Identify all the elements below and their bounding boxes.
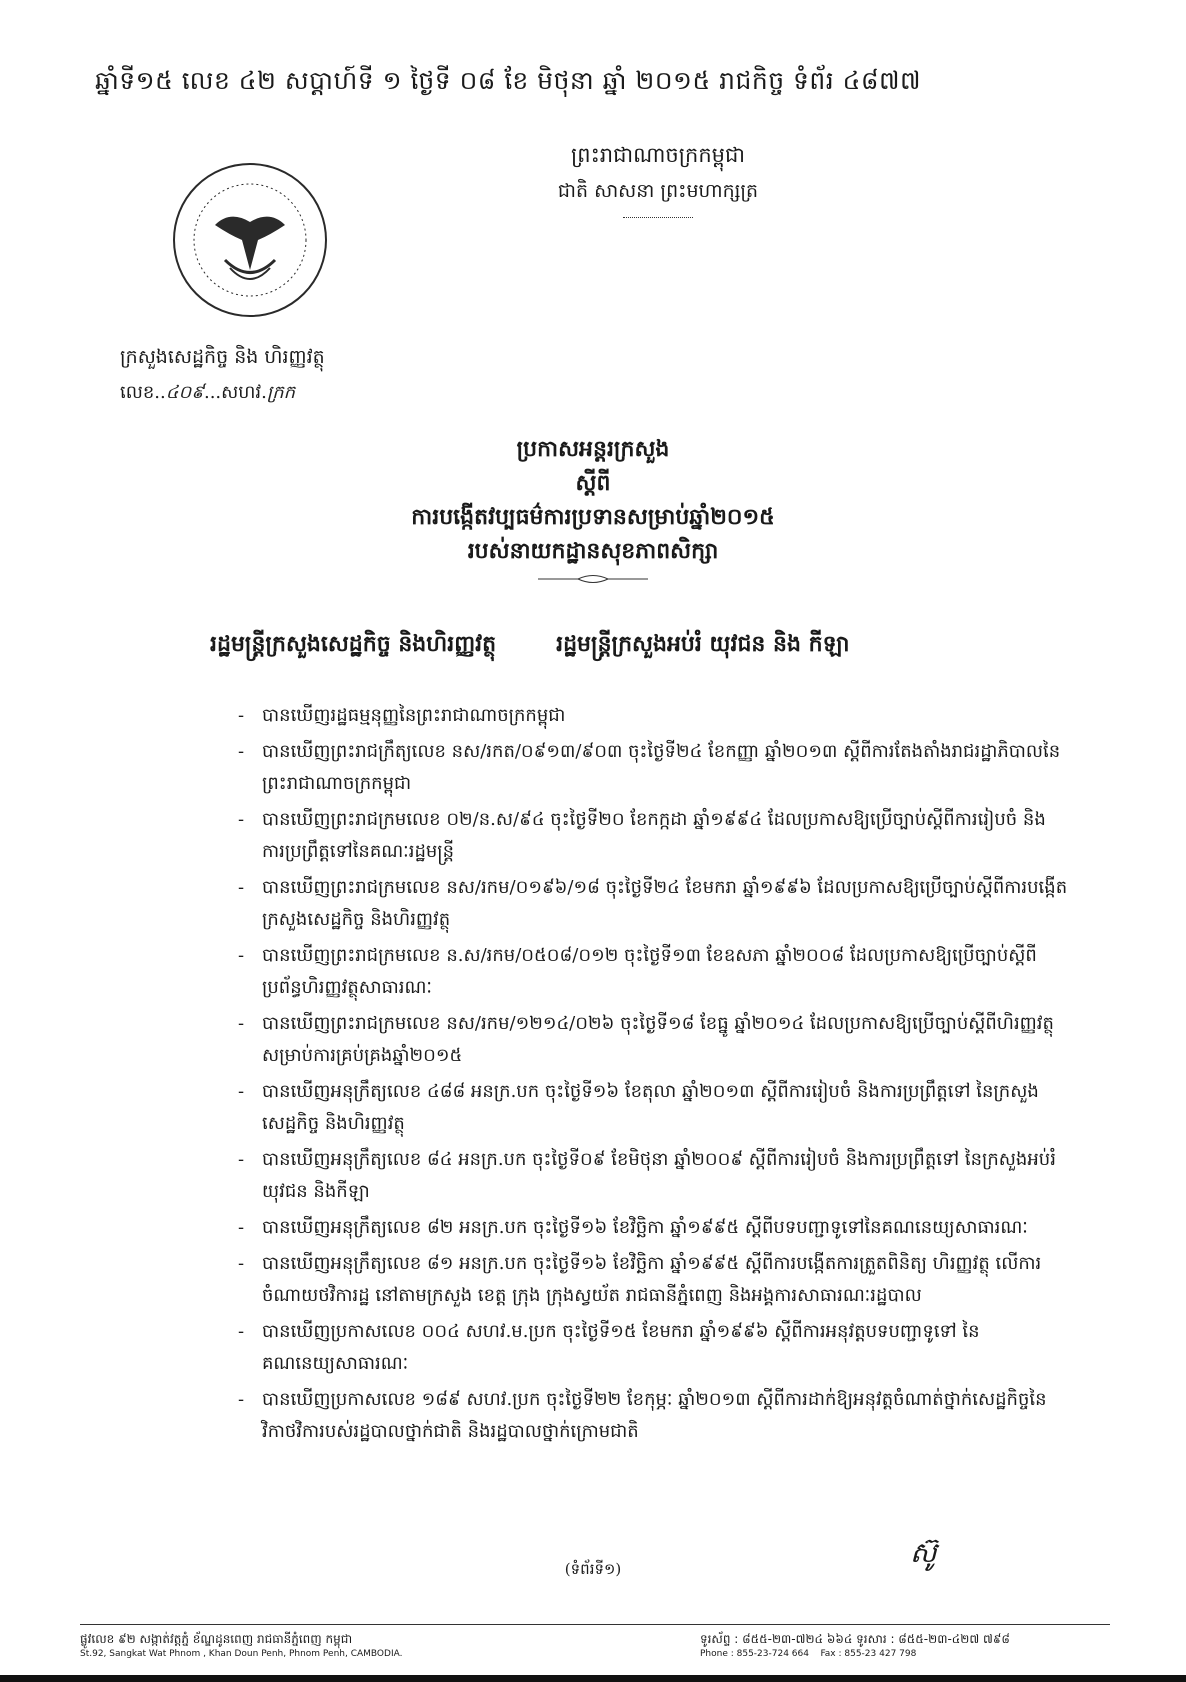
title-line-4: របស់នាយកដ្ឋានសុខភាពសិក្សា: [467, 538, 719, 564]
footer-address: [80, 1632, 402, 1662]
list-item-text: បានឃើញអនុក្រឹត្យលេខ ៨៤ អនក្រ.បក ចុះថ្ងៃទី០៩ ខែមិថុនា ឆ្នាំ២០០៩ ស្តីពីការរៀបចំ និងការប្រព្រឹត្តទៅ នៃក្រសួងអប់រំ យុវជន និងកីឡា: [262, 1149, 1056, 1202]
list-item: - បានឃើញព្រះរាជក្រមលេខ នស/រកម/១២១៤/០២៦ ចុះថ្ងៃទី១៨ ខែធ្នូ ឆ្នាំ២០១៤ ដែលប្រកាសឱ្យប្រើច្បាប់ស្តីពីហិរញ្ញវត្ថុសម្រាប់ការគ្រប់គ្រងឆ្នាំ២០១៥: [238, 1013, 1054, 1066]
list-item: - បានឃើញប្រកាសលេខ ១៨៩ សហវ.ប្រក ចុះថ្ងៃទី២២ ខែកុម្ភៈ ឆ្នាំ២០១៣ ស្តីពីការដាក់ឱ្យអនុវត្តចំណាត់ថ្នាក់សេដ្ឋកិច្ចនៃវិកាថវិការបស់រដ្ឋបាលថ្នាក់ជាតិ និងរដ្ឋបាលថ្នាក់ក្រោមជាតិ: [238, 1389, 1047, 1442]
list-item: - បានឃើញព្រះរាជក្រមលេខ ន.ស/រកម/០៥០៨/០១២ ចុះថ្ងៃទី១៣ ខែឧសភា ឆ្នាំ២០០៨ ដែលប្រកាសឱ្យប្រើច្បាប់ស្តីពីប្រព័ន្ធហិរញ្ញវត្ថុសាធារណៈ: [238, 945, 1037, 998]
ministry-seal-icon: [170, 160, 330, 320]
title-line-3: ការបង្កើតវប្បធម៌ការប្រទានសម្រាប់ឆ្នាំ២០១៥: [411, 504, 775, 530]
list-item: - បានឃើញរដ្ឋធម្មនុញ្ញនៃព្រះរាជាណាចក្រកម្ពុជា: [238, 705, 566, 726]
kingdom-ornament: [623, 217, 693, 220]
footer-divider: [80, 1624, 1110, 1625]
list-item-text: បានឃើញអនុក្រឹត្យលេខ ៤៨៨ អនក្រ.បក ចុះថ្ងៃទី១៦ ខែតុលា ឆ្នាំ២០១៣ ស្តីពីការរៀបចំ និងការប្រព្រឹត្តទៅ នៃក្រសួងសេដ្ឋកិច្ច និងហិរញ្ញវត្ថុ: [262, 1081, 1039, 1134]
footer-address-kh: ផ្លូវលេខ ៩២ សង្កាត់វត្តភ្នំ ខ័ណ្ឌដូនពេញ រាជធានីភ្នំពេញ កម្ពុជា: [80, 1632, 353, 1646]
title-line-1: ប្រកាសអន្តរក្រសួង: [516, 436, 670, 462]
reference-number: [120, 380, 295, 407]
footer-fax-en: Fax : 855-23 427 798: [820, 1649, 917, 1659]
kingdom-motto: ជាតិ សាសនា ព្រះមហាក្សត្រ: [557, 180, 759, 202]
list-item-text: បានឃើញព្រះរាជក្រឹត្យលេខ នស/រកត/០៩១៣/៩០៣ ចុះថ្ងៃទី២៤ ខែកញ្ញា ឆ្នាំ២០១៣ ស្តីពីការតែងតាំងរាជរដ្ឋាភិបាលនៃព្រះរាជាណាចក្រកម្ពុជា: [262, 741, 1061, 794]
handwritten-initials: ស៊ូ: [910, 1536, 937, 1569]
footer-address-en: St.92, Sangkat Wat Phnom , Khan Doun Penh, Phnom Penh, CAMBODIA.: [80, 1649, 403, 1659]
list-item: - បានឃើញព្រះរាជក្រមលេខ នស/រកម/០១៩៦/១៨ ចុះថ្ងៃទី២៤ ខែមករា ឆ្នាំ១៩៩៦ ដែលប្រកាសឱ្យប្រើច្បាប់ស្តីពីការបង្កើតក្រសួងសេដ្ឋកិច្ច និងហិរញ្ញវត្ថុ: [238, 877, 1068, 930]
list-item-text: បានឃើញប្រកាសលេខ ០០៤ សហវ.ម.ប្រក ចុះថ្ងៃទី១៥ ខែមករា ឆ្នាំ១៩៩៦ ស្តីពីការអនុវត្តបទបញ្ជាទូទៅ នៃគណនេយ្យសាធារណៈ: [262, 1321, 980, 1374]
title-line-2: ស្តីពី: [575, 470, 611, 496]
footer-phone-kh: ទូរស័ព្ទ : ៨៥៥-២៣-៧២៤ ៦៦៤ ទូរសារ : ៨៥៥-២៣-៤២៧ ៧៩៨: [700, 1632, 1010, 1646]
list-item: - បានឃើញប្រកាសលេខ ០០៤ សហវ.ម.ប្រក ចុះថ្ងៃទី១៥ ខែមករា ឆ្នាំ១៩៩៦ ស្តីពីការអនុវត្តបទបញ្ជាទូទៅ នៃគណនេយ្យសាធារណៈ: [238, 1321, 980, 1374]
document-title: [0, 432, 1186, 588]
list-item-text: បានឃើញព្រះរាជក្រមលេខ នស/រកម/០១៩៦/១៨ ចុះថ្ងៃទី២៤ ខែមករា ឆ្នាំ១៩៩៦ ដែលប្រកាសឱ្យប្រើច្បាប់ស្តីពីការបង្កើតក្រសួងសេដ្ឋកិច្ច និងហិរញ្ញវត្ថុ: [262, 877, 1068, 930]
page-number: (ទំព័រទី១): [564, 1560, 622, 1578]
title-divider-ornament: [538, 574, 648, 584]
list-item-text: បានឃើញអនុក្រឹត្យលេខ ៨២ អនក្រ.បក ចុះថ្ងៃទី១៦ ខែវិច្ឆិកា ឆ្នាំ១៩៩៥ ស្តីពីបទបញ្ជាទូទៅនៃគណនេយ្យសាធារណៈ: [262, 1217, 1028, 1238]
reference-handwritten: ក្រក: [266, 382, 296, 403]
list-item: - បានឃើញព្រះរាជក្រមលេខ ០២/ន.ស/៩៤ ចុះថ្ងៃទី២០ ខែកក្កដា ឆ្នាំ១៩៩៤ ដែលប្រកាសឱ្យប្រើច្បាប់ស្តីពីការរៀបចំ និងការប្រព្រឹត្តទៅនៃគណៈរដ្ឋមន្ត្រី: [238, 809, 1046, 862]
reference-number-value: ៤០៩: [165, 382, 204, 403]
list-item: - បានឃើញអនុក្រឹត្យលេខ ៨២ អនក្រ.បក ចុះថ្ងៃទី១៦ ខែវិច្ឆិកា ឆ្នាំ១៩៩៥ ស្តីពីបទបញ្ជាទូទៅនៃគណនេយ្យសាធារណៈ: [238, 1217, 1028, 1238]
list-item-text: បានឃើញអនុក្រឹត្យលេខ ៨១ អនក្រ.បក ចុះថ្ងៃទី១៦ ខែវិច្ឆិកា ឆ្នាំ១៩៩៥ ស្តីពីការបង្កើតការត្រួតពិនិត្យ ហិរញ្ញវត្ថុ លើការចំណាយថវិការដ្ឋ នៅតាមក្រសួង ខេត្ត ក្រុង ក្រុងស្វយ័ត រាជធានីភ្នំពេញ និងអង្គការសាធារណៈរដ្ឋបាល: [262, 1253, 1042, 1306]
list-item-text: បានឃើញរដ្ឋធម្មនុញ្ញនៃព្រះរាជាណាចក្រកម្ពុជា: [262, 705, 566, 726]
list-item-text: បានឃើញព្រះរាជក្រមលេខ ០២/ន.ស/៩៤ ចុះថ្ងៃទី២០ ខែកក្កដា ឆ្នាំ១៩៩៤ ដែលប្រកាសឱ្យប្រើច្បាប់ស្តីពីការរៀបចំ និងការប្រព្រឹត្តទៅនៃគណៈរដ្ឋមន្ត្រី: [262, 809, 1046, 862]
kingdom-title: ព្រះរាជាណាចក្រកម្ពុជា: [570, 143, 745, 167]
list-item: - បានឃើញអនុក្រឹត្យលេខ ៨១ អនក្រ.បក ចុះថ្ងៃទី១៦ ខែវិច្ឆិកា ឆ្នាំ១៩៩៥ ស្តីពីការបង្កើតការត្រួតពិនិត្យ ហិរញ្ញវត្ថុ លើការចំណាយថវិការដ្ឋ នៅតាមក្រសួង ខេត្ត ក្រុង ក្រុងស្វយ័ត រាជធានីភ្នំពេញ និងអង្គការសាធារណៈរដ្ឋបាល: [238, 1253, 1042, 1306]
minister-titles: [210, 630, 1070, 662]
footer-phone-fax-en: [700, 1647, 1010, 1662]
list-item-text: បានឃើញព្រះរាជក្រមលេខ ន.ស/រកម/០៥០៨/០១២ ចុះថ្ងៃទី១៣ ខែឧសភា ឆ្នាំ២០០៨ ដែលប្រកាសឱ្យប្រើច្បាប់ស្តីពីប្រព័ន្ធហិរញ្ញវត្ថុសាធារណៈ: [262, 945, 1037, 998]
list-item-text: បានឃើញប្រកាសលេខ ១៨៩ សហវ.ប្រក ចុះថ្ងៃទី២២ ខែកុម្ភៈ ឆ្នាំ២០១៣ ស្តីពីការដាក់ឱ្យអនុវត្តចំណាត់ថ្នាក់សេដ្ឋកិច្ចនៃវិកាថវិការបស់រដ្ឋបាលថ្នាក់ជាតិ និងរដ្ឋបាលថ្នាក់ក្រោមជាតិ: [262, 1389, 1047, 1442]
ministry-name: ក្រសួងសេដ្ឋកិច្ច និង ហិរញ្ញវត្ថុ: [120, 346, 325, 368]
reference-suffix: ...សហវ.: [203, 382, 267, 403]
minister-economy: រដ្ឋមន្ត្រីក្រសួងសេដ្ឋកិច្ច និងហិរញ្ញវត្ថុ: [210, 631, 497, 657]
minister-education: រដ្ឋមន្ត្រីក្រសួងអប់រំ យុវជន និង កីឡា: [556, 631, 850, 657]
list-item: - បានឃើញអនុក្រឹត្យលេខ ៤៨៨ អនក្រ.បក ចុះថ្ងៃទី១៦ ខែតុលា ឆ្នាំ២០១៣ ស្តីពីការរៀបចំ និងការប្រព្រឹត្តទៅ នៃក្រសួងសេដ្ឋកិច្ច និងហិរញ្ញវត្ថុ: [238, 1081, 1039, 1134]
footer-contact: [700, 1632, 1010, 1662]
list-item: - បានឃើញព្រះរាជក្រឹត្យលេខ នស/រកត/០៩១៣/៩០៣ ចុះថ្ងៃទី២៤ ខែកញ្ញា ឆ្នាំ២០១៣ ស្តីពីការតែងតាំងរាជរដ្ឋាភិបាលនៃព្រះរាជាណាចក្រកម្ពុជា: [238, 741, 1061, 794]
list-item: - បានឃើញអនុក្រឹត្យលេខ ៨៤ អនក្រ.បក ចុះថ្ងៃទី០៩ ខែមិថុនា ឆ្នាំ២០០៩ ស្តីពីការរៀបចំ និងការប្រព្រឹត្តទៅ នៃក្រសួងអប់រំ យុវជន និងកីឡា: [238, 1149, 1056, 1202]
footer-phone-en: Phone : 855-23-724 664: [700, 1649, 809, 1659]
legal-basis-list: [238, 700, 1068, 1452]
list-item-text: បានឃើញព្រះរាជក្រមលេខ នស/រកម/១២១៤/០២៦ ចុះថ្ងៃទី១៨ ខែធ្នូ ឆ្នាំ២០១៤ ដែលប្រកាសឱ្យប្រើច្បាប់ស្តីពីហិរញ្ញវត្ថុសម្រាប់ការគ្រប់គ្រងឆ្នាំ២០១៥: [262, 1013, 1054, 1066]
reference-prefix: លេខ..: [120, 382, 166, 403]
gazette-header: ឆ្នាំទី១៥ លេខ ៤២ សប្តាហ៍ទី ១ ថ្ងៃទី ០៨ ខែ មិថុនា ឆ្នាំ ២០១៥ រាជកិច្ច ទំព័រ ៤៨៧៧: [95, 66, 922, 95]
scan-edge-bar: [0, 1675, 1186, 1682]
